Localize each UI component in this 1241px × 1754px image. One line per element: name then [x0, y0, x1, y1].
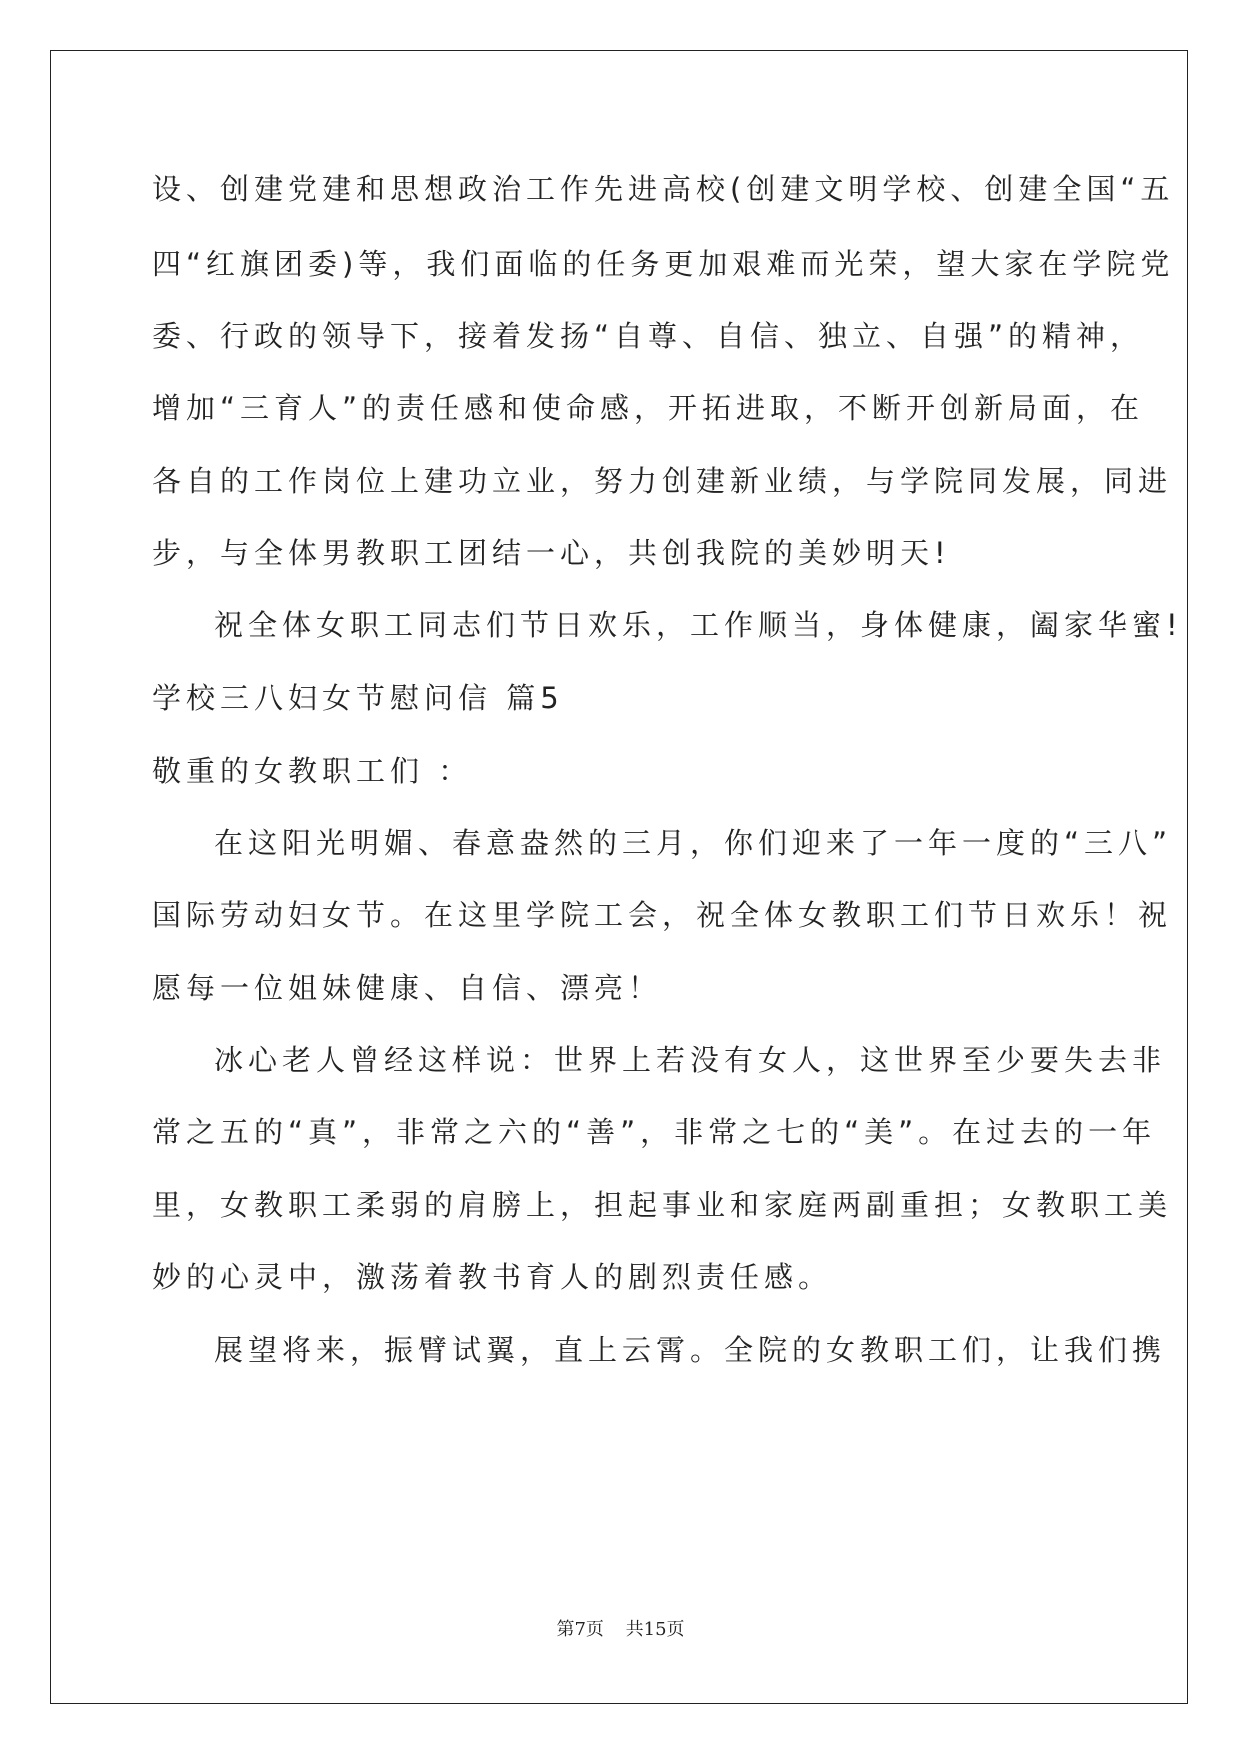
text-line-15: 里，女教职工柔弱的肩膀上，担起事业和家庭两副重担；女教职工美 [152, 1188, 1173, 1222]
text-line-14: 常之五的“真”，非常之六的“善”，非常之七的“美”。在过去的一年 [152, 1115, 1157, 1149]
text-line-3: 委、行政的领导下，接着发扬“自尊、自信、独立、自强”的精神， [152, 319, 1145, 353]
text-line-4: 增加“三育人”的责任感和使命感，开拓进取，不断开创新局面，在 [152, 391, 1145, 425]
section-heading: 学校三八妇女节慰问信 篇5 [152, 681, 564, 715]
text-line-7: 祝全体女职工同志们节日欢乐，工作顺当，身体健康，阖家华蜜! [214, 608, 1183, 642]
text-line-11: 国际劳动妇女节。在这里学院工会，祝全体女教职工们节日欢乐！祝 [152, 898, 1173, 932]
text-line-6: 步，与全体男教职工团结一心，共创我院的美妙明天! [152, 536, 951, 570]
text-line-12: 愿每一位姐妹健康、自信、漂亮！ [152, 971, 663, 1005]
page-total: 共15页 [625, 1619, 685, 1640]
page-number: 第7页 [556, 1619, 604, 1640]
text-line-10: 在这阳光明媚、春意盎然的三月，你们迎来了一年一度的“三八” [214, 826, 1173, 860]
text-line-2: 四“红旗团委)等，我们面临的任务更加艰难而光荣，望大家在学院党 [152, 247, 1175, 281]
page-border [50, 50, 1188, 1704]
text-line-13: 冰心老人曾经这样说：世界上若没有女人，这世界至少要失去非 [214, 1043, 1167, 1077]
page-footer [0, 1618, 1241, 1642]
salutation: 敬重的女教职工们 ： [152, 754, 473, 788]
text-line-17: 展望将来，振臂试翼，直上云霄。全院的女教职工们，让我们携 [214, 1333, 1167, 1367]
text-line-16: 妙的心灵中，激荡着教书育人的剧烈责任感。 [152, 1260, 833, 1294]
text-line-5: 各自的工作岗位上建功立业，努力创建新业绩，与学院同发展，同进 [152, 464, 1173, 498]
text-line-1: 设、创建党建和思想政治工作先进高校(创建文明学校、创建全国“五 [152, 172, 1175, 206]
